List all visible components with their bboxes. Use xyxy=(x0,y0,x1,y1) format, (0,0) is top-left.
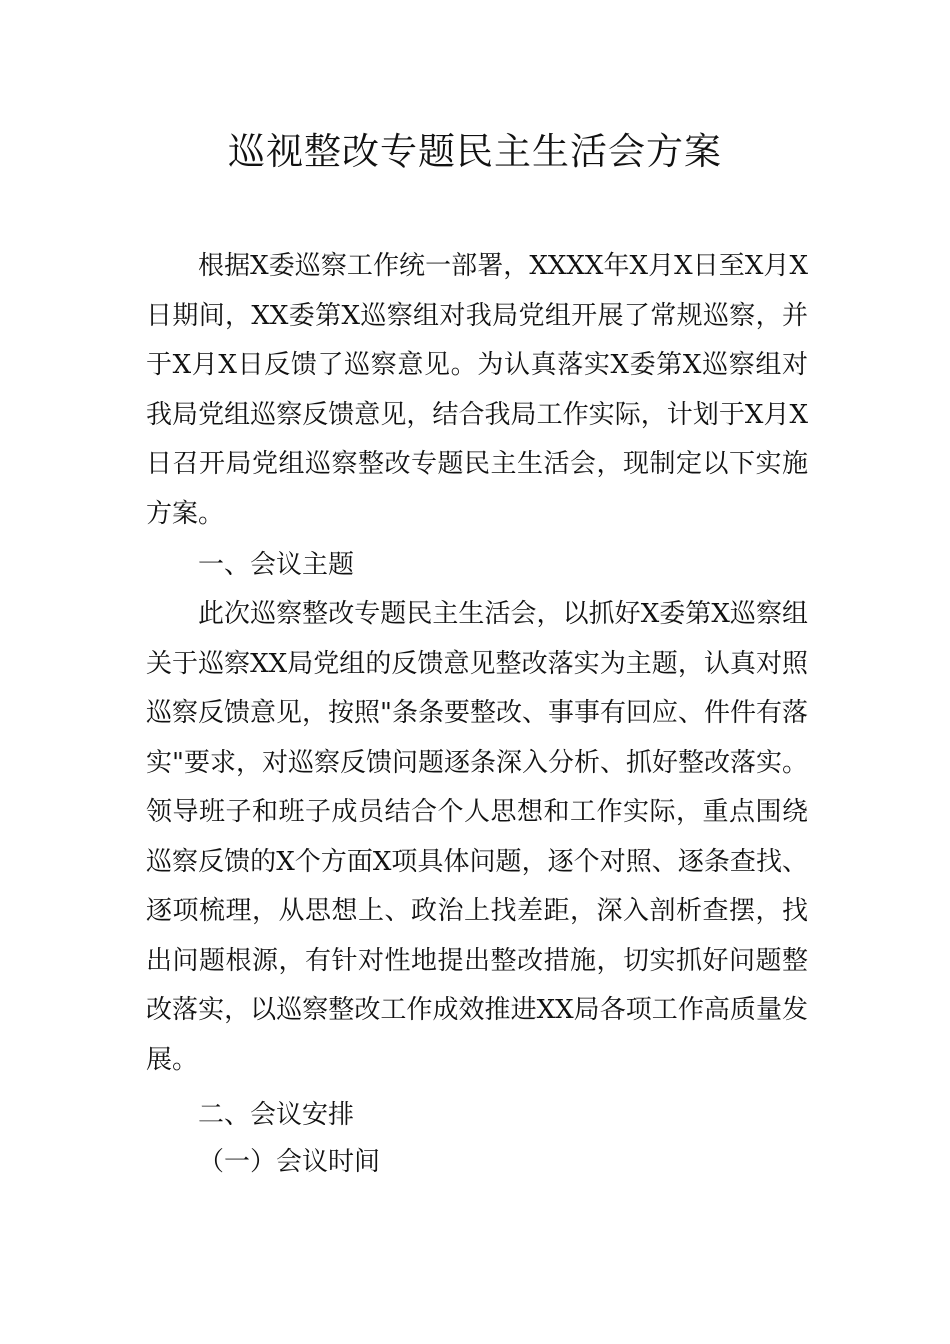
document-title: 巡视整改专题民主生活会方案 xyxy=(228,130,722,173)
intro-paragraph: 根据X委巡察工作统一部署，XXXX年X月X日至X月X日期间，XX委第X巡察组对我局党组开展了常规巡察，并于X月X日反馈了巡察意见。为认真落实X委第X巡察组对我局党组巡察反馈意见，结合我局工作实际，计划于X月X日召开局党组巡察整改专题民主生活会，现制定以下实施方案。 xyxy=(146,251,808,529)
section-heading-meeting-arrangement: 二、会议安排 xyxy=(198,1100,355,1130)
meeting-theme-paragraph: 此次巡察整改专题民主生活会，以抓好X委第X巡察组关于巡察XX局党组的反馈意见整改落实为主题，认真对照巡察反馈意见，按照"条条要整改、事事有回应、件件有落实"要求，对巡察反馈问题逐条深入分析、抓好整改落实。领导班子和班子成员结合个人思想和工作实际，重点围绕巡察反馈的X个方面X项具体问题，逐个对照、逐条查找、逐项梳理，从思想上、政治上找差距，深入剖析查摆，找出问题根源，有针对性地提出整改措施，切实抓好问题整改落实，以巡察整改工作成效推进XX局各项工作高质量发展。 xyxy=(146,599,808,1075)
subheading-meeting-time: （一）会议时间 xyxy=(198,1147,381,1177)
section-heading-meeting-theme: 一、会议主题 xyxy=(198,550,355,580)
